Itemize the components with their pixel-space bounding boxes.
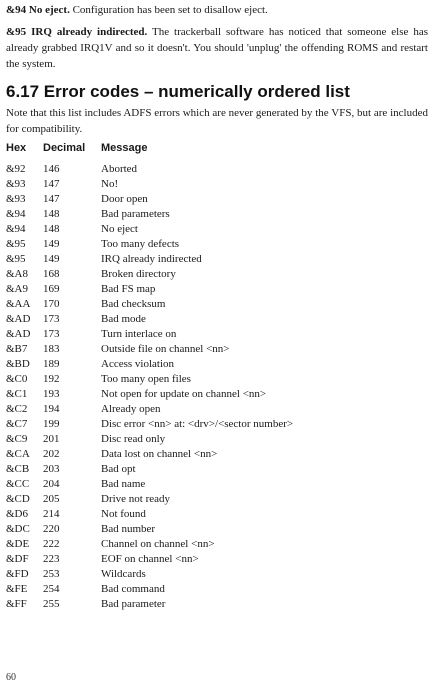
hex-cell: &93	[6, 193, 26, 205]
hex-cell: &C0	[6, 373, 28, 385]
message-cell: Data lost on channel <nn>	[101, 448, 218, 460]
hex-cell: &B7	[6, 343, 28, 355]
message-cell: Disc error <nn> at: <drv>/<sector number>	[101, 418, 294, 430]
hex-cell: &93	[6, 178, 26, 190]
hex-cell: &DF	[6, 553, 29, 565]
message-cell: Bad checksum	[101, 298, 166, 310]
table-row	[6, 192, 293, 207]
hex-cell: &94	[6, 208, 26, 220]
decimal-cell: 149	[43, 253, 60, 265]
decimal-cell: 203	[43, 463, 60, 475]
decimal-cell: 168	[43, 268, 60, 280]
table-row	[6, 507, 293, 522]
hex-cell: &DE	[6, 538, 30, 550]
message-cell: Aborted	[101, 163, 138, 175]
hex-cell: &92	[6, 163, 26, 175]
table-row	[6, 372, 293, 387]
message-cell: Bad number	[101, 523, 156, 535]
table-row	[6, 297, 293, 312]
table-row	[6, 477, 293, 492]
hex-cell: &CB	[6, 463, 30, 475]
hex-cell: &C7	[6, 418, 28, 430]
hex-cell: &FE	[6, 583, 28, 595]
message-cell: Bad name	[101, 478, 146, 490]
table-row	[6, 207, 293, 222]
message-cell: Bad parameters	[101, 208, 170, 220]
message-cell: Bad mode	[101, 313, 146, 325]
message-cell: No eject	[101, 223, 138, 235]
table-row	[6, 522, 293, 537]
column-header-hex: Hex	[6, 142, 27, 154]
message-cell: Bad parameter	[101, 598, 166, 610]
decimal-cell: 189	[43, 358, 60, 370]
message-cell: Broken directory	[101, 268, 176, 280]
decimal-cell: 199	[43, 418, 60, 430]
hex-cell: &A8	[6, 268, 28, 280]
hex-cell: &AA	[6, 298, 31, 310]
hex-cell: &AD	[6, 328, 31, 340]
decimal-cell: 205	[43, 493, 60, 505]
table-row	[6, 252, 293, 267]
table-row	[6, 312, 293, 327]
decimal-cell: 222	[43, 538, 60, 550]
table-row	[6, 162, 293, 177]
message-cell: Already open	[101, 403, 161, 415]
hex-cell: &C2	[6, 403, 28, 415]
message-cell: Drive not ready	[101, 493, 171, 505]
hex-cell: &95	[6, 253, 26, 265]
decimal-cell: 148	[43, 208, 60, 220]
hex-cell: &A9	[6, 283, 28, 295]
hex-cell: &BD	[6, 358, 30, 370]
table-row	[6, 537, 293, 552]
table-row	[6, 177, 293, 192]
decimal-cell: 170	[43, 298, 60, 310]
message-cell: Access violation	[101, 358, 175, 370]
decimal-cell: 254	[43, 583, 60, 595]
hex-cell: &CC	[6, 478, 30, 490]
decimal-cell: 148	[43, 223, 60, 235]
message-cell: Outside file on channel <nn>	[101, 343, 230, 355]
message-cell: No!	[101, 178, 119, 190]
decimal-cell: 204	[43, 478, 60, 490]
column-header-decimal: Decimal	[43, 142, 86, 154]
hex-cell: &CA	[6, 448, 30, 460]
error-term: &94 No eject.	[6, 4, 70, 16]
table-row	[6, 597, 293, 612]
hex-cell: &94	[6, 223, 26, 235]
hex-cell: &AD	[6, 313, 31, 325]
hex-cell: &95	[6, 238, 26, 250]
table-row	[6, 387, 293, 402]
decimal-cell: 147	[43, 178, 60, 190]
table-header-row	[6, 142, 293, 162]
table-row	[6, 432, 293, 447]
hex-cell: &D6	[6, 508, 28, 520]
decimal-cell: 255	[43, 598, 60, 610]
message-cell: Bad opt	[101, 463, 136, 475]
table-row	[6, 267, 293, 282]
table-row	[6, 342, 293, 357]
error-description-no-eject	[6, 2, 428, 18]
message-cell: Not open for update on channel <nn>	[101, 388, 267, 400]
error-codes-table	[6, 142, 293, 612]
decimal-cell: 201	[43, 433, 60, 445]
message-cell: IRQ already indirected	[101, 253, 202, 265]
message-cell: EOF on channel <nn>	[101, 553, 199, 565]
hex-cell: &DC	[6, 523, 30, 535]
error-description: Configuration has been set to disallow eject.	[69, 4, 268, 16]
table-row	[6, 462, 293, 477]
decimal-cell: 146	[43, 163, 60, 175]
decimal-cell: 223	[43, 553, 60, 565]
hex-cell: &C1	[6, 388, 28, 400]
message-cell: Channel on channel <nn>	[101, 538, 215, 550]
message-cell: Too many defects	[101, 238, 180, 250]
table-body	[6, 162, 293, 612]
table-row	[6, 567, 293, 582]
table-row	[6, 552, 293, 567]
hex-cell: &FD	[6, 568, 29, 580]
error-term: &95 IRQ already indirected.	[6, 26, 148, 38]
decimal-cell: 169	[43, 283, 60, 295]
column-header-message: Message	[101, 142, 148, 154]
table-row	[6, 417, 293, 432]
error-description-irq-indirected	[6, 24, 428, 72]
message-cell: Bad FS map	[101, 283, 156, 295]
decimal-cell: 194	[43, 403, 60, 415]
intro-note: Note that this list includes ADFS errors which are never generated by the VFS, but are included for compatibility.	[6, 107, 428, 135]
decimal-cell: 149	[43, 238, 60, 250]
message-cell: Too many open files	[101, 373, 191, 385]
message-cell: Disc read only	[101, 433, 166, 445]
decimal-cell: 202	[43, 448, 60, 460]
message-cell: Door open	[101, 193, 148, 205]
decimal-cell: 173	[43, 313, 60, 325]
table-row	[6, 357, 293, 372]
message-cell: Bad command	[101, 583, 165, 595]
table-row	[6, 492, 293, 507]
hex-cell: &FF	[6, 598, 27, 610]
decimal-cell: 220	[43, 523, 60, 535]
decimal-cell: 193	[43, 388, 60, 400]
table-row	[6, 447, 293, 462]
decimal-cell: 214	[43, 508, 60, 520]
decimal-cell: 253	[43, 568, 60, 580]
decimal-cell: 147	[43, 193, 60, 205]
page-number: 60	[6, 672, 16, 683]
table-row	[6, 222, 293, 237]
hex-cell: &C9	[6, 433, 28, 445]
section-heading: 6.17 Error codes – numerically ordered list	[6, 82, 350, 101]
decimal-cell: 192	[43, 373, 60, 385]
message-cell: Turn interlace on	[101, 328, 177, 340]
message-cell: Not found	[101, 508, 146, 520]
table-row	[6, 282, 293, 297]
hex-cell: &CD	[6, 493, 30, 505]
table-row	[6, 237, 293, 252]
message-cell: Wildcards	[101, 568, 146, 580]
error-description: The trackerball software has noticed that someone else has already grabbed IRQ1V and so it doesn't. You should 'unplug' the offending ROMS and restart the system.	[6, 26, 428, 70]
table-row	[6, 402, 293, 417]
table-row	[6, 582, 293, 597]
decimal-cell: 183	[43, 343, 60, 355]
table-row	[6, 327, 293, 342]
decimal-cell: 173	[43, 328, 60, 340]
